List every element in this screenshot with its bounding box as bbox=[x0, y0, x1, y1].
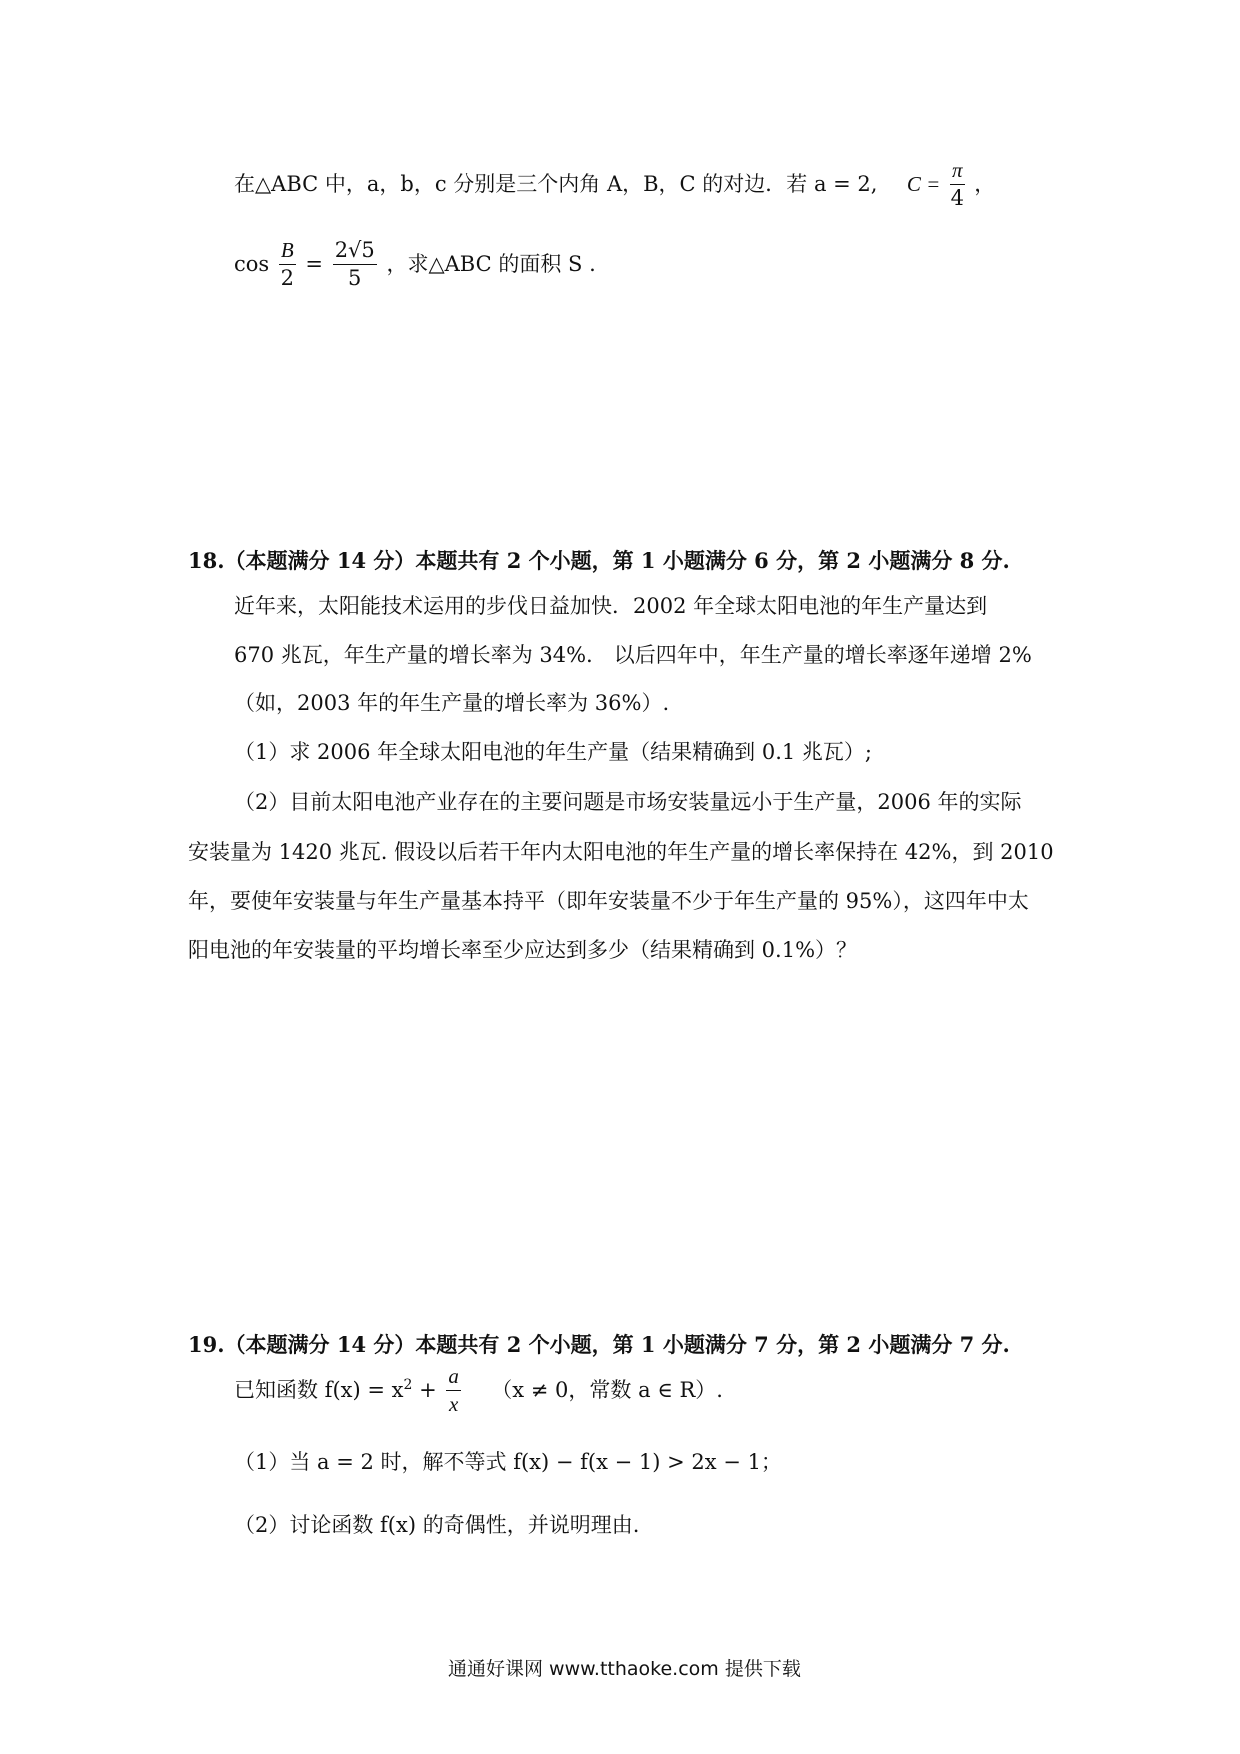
q18-part2-line4: 阳电池的年安装量的平均增长率至少应达到多少（结果精确到 0.1%）？ bbox=[188, 938, 858, 962]
q17-eq: = bbox=[305, 252, 323, 276]
q17-pi: π bbox=[950, 160, 965, 185]
q17-five: 5 bbox=[348, 266, 362, 290]
q19-fx-def: 已知函数 f(x) = x bbox=[234, 1378, 404, 1402]
q18-part2-line2: 安装量为 1420 兆瓦. 假设以后若干年内太阳电池的年生产量的增长率保持在 42%，到 2010 bbox=[188, 840, 1054, 864]
q18-part2-line3: 年，要使年安装量与年生产量基本持平（即年安装量不少于年生产量的 95%），这四年中太 bbox=[188, 889, 1029, 913]
q17-line1-tail: ， bbox=[974, 172, 996, 196]
footer-text: 通通好课网 www.tthaoke.com 提供下载 bbox=[448, 1658, 801, 1680]
q18-part2-line1: （2）目前太阳电池产业存在的主要问题是市场安装量远小于生产量，2006 年的实际 bbox=[234, 790, 1022, 814]
q17-cos: cos bbox=[234, 252, 270, 276]
q17-line2 bbox=[234, 240, 596, 302]
q17-four: 4 bbox=[950, 186, 964, 210]
q19-part1: （1）当 a = 2 时，解不等式 f(x) − f(x − 1) > 2x − 1； bbox=[234, 1450, 782, 1474]
q18-heading: 18.（本题满分 14 分）本题共有 2 个小题，第 1 小题满分 6 分，第 2 小题满分 8 分. bbox=[188, 548, 1010, 573]
q19-l1-prefix bbox=[234, 1378, 419, 1402]
q17-two: 2 bbox=[280, 266, 294, 290]
q19-l1-tail: （x ≠ 0，常数 a ∈ R）. bbox=[491, 1378, 723, 1402]
q17-b: B bbox=[279, 240, 296, 265]
q17-c-eq: C = bbox=[906, 172, 941, 196]
q17-2sqrt5: 2√5 bbox=[333, 240, 377, 265]
q18-para3: （如，2003 年的年生产量的增长率为 36%）. bbox=[234, 691, 670, 715]
q17-b-over-2 bbox=[279, 240, 296, 289]
q17-line1 bbox=[234, 160, 995, 220]
q19-sup: 2 bbox=[403, 1377, 413, 1393]
q18-para1: 近年来，太阳能技术运用的步伐日益加快．2002 年全球太阳电池的年生产量达到 bbox=[234, 594, 988, 618]
q17-pi-over-4 bbox=[950, 160, 965, 209]
q18-para2: 670 兆瓦，年生产量的增长率为 34%． 以后四年中，年生产量的增长率逐年递增 2% bbox=[234, 643, 1032, 667]
q19-x: x bbox=[448, 1392, 459, 1416]
q19-heading: 19.（本题满分 14 分）本题共有 2 个小题，第 1 小题满分 7 分，第 2 小题满分 7 分. bbox=[188, 1332, 1010, 1357]
q17-line1-prefix: 在△ABC 中，a，b，c 分别是三个内角 A，B，C 的对边．若 a = 2, bbox=[234, 172, 878, 196]
q19-plus: + bbox=[419, 1378, 437, 1402]
q19-line1 bbox=[234, 1366, 723, 1422]
q17-2sqrt5-over-5 bbox=[333, 240, 377, 289]
q18-part1: （1）求 2006 年全球太阳电池的年生产量（结果精确到 0.1 兆瓦）; bbox=[234, 740, 872, 764]
q19-part2: （2）讨论函数 f(x) 的奇偶性，并说明理由. bbox=[234, 1513, 640, 1537]
q19-a-over-x bbox=[446, 1366, 461, 1415]
q17-line2-tail: ，求△ABC 的面积 S . bbox=[386, 252, 596, 276]
q19-a: a bbox=[446, 1366, 461, 1391]
